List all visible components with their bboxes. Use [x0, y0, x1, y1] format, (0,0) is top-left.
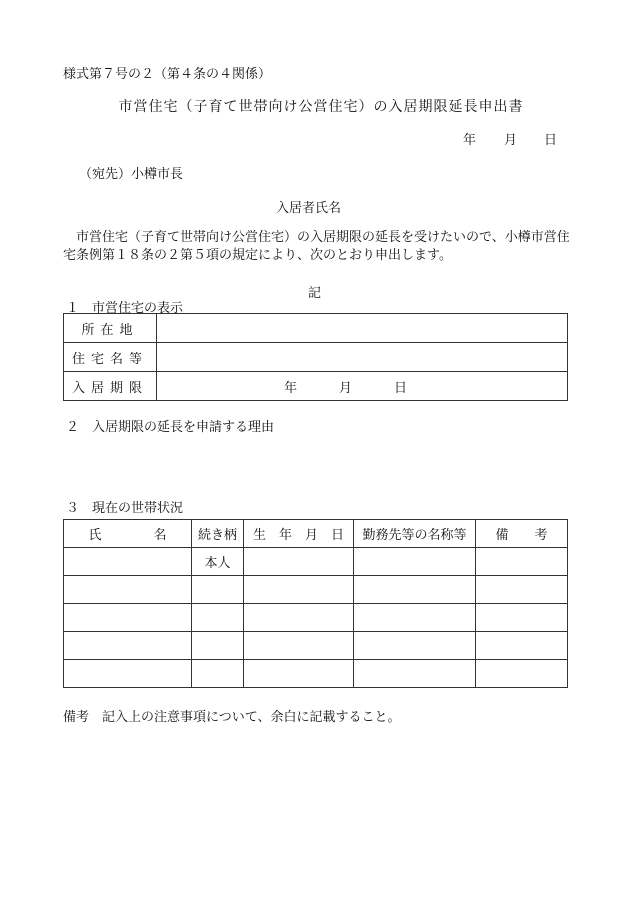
relation-cell[interactable] — [192, 660, 244, 688]
relation-cell: 本人 — [192, 548, 244, 576]
name-cell[interactable] — [64, 576, 192, 604]
birthdate-cell[interactable] — [244, 604, 354, 632]
form-number: 様式第７号の２（第４条の４関係） — [63, 67, 272, 82]
name-cell[interactable] — [64, 548, 192, 576]
birthdate-cell[interactable] — [244, 660, 354, 688]
table-header-row — [64, 520, 568, 548]
name-cell[interactable] — [64, 632, 192, 660]
date-month-label: 月 — [504, 133, 518, 148]
period-year-label: 年 — [284, 380, 298, 396]
column-header-workplace: 勤務先等の名称等 — [354, 520, 476, 548]
remarks-cell[interactable] — [476, 660, 568, 688]
section2-heading: ２ 入居期限の延長を申請する理由 — [66, 420, 275, 435]
birthdate-cell[interactable] — [244, 632, 354, 660]
workplace-cell[interactable] — [354, 660, 476, 688]
birthdate-cell[interactable] — [244, 548, 354, 576]
column-header-name: 氏 名 — [64, 520, 192, 548]
table-row — [64, 576, 568, 604]
footer-note: 備考 記入上の注意事項について、余白に記載すること。 — [63, 710, 401, 725]
housing-info-table — [63, 313, 568, 401]
section1-heading: １ 市営住宅の表示 — [66, 301, 184, 316]
workplace-cell[interactable] — [354, 604, 476, 632]
workplace-cell[interactable] — [354, 548, 476, 576]
housing-name-field[interactable] — [157, 343, 568, 372]
column-header-relation: 続き柄 — [192, 520, 244, 548]
workplace-cell[interactable] — [354, 576, 476, 604]
date-day-label: 日 — [544, 133, 558, 148]
submission-date — [463, 129, 557, 148]
ki-marker: 記 — [308, 286, 322, 301]
date-year-label: 年 — [463, 133, 477, 148]
table-row — [64, 604, 568, 632]
applicant-name-label: 入居者氏名 — [276, 201, 342, 216]
table-row — [64, 372, 568, 401]
relation-cell[interactable] — [192, 604, 244, 632]
remarks-cell[interactable] — [476, 604, 568, 632]
period-month-label: 月 — [339, 380, 353, 396]
section3-heading: ３ 現在の世帯状況 — [66, 501, 184, 516]
relation-cell[interactable] — [192, 576, 244, 604]
request-statement: 市営住宅（子育て世帯向け公営住宅）の入居期限の延長を受けたいので、小樽市営住宅条例第１８条の２第５項の規定により、次のとおり申出します。 — [63, 230, 570, 263]
relation-cell[interactable] — [192, 632, 244, 660]
remarks-cell[interactable] — [476, 576, 568, 604]
document-title: 市営住宅（子育て世帯向け公営住宅）の入居期限延長申出書 — [118, 99, 524, 115]
move-in-period-field[interactable] — [157, 372, 568, 401]
table-row — [64, 343, 568, 372]
column-header-remarks: 備 考 — [476, 520, 568, 548]
name-cell[interactable] — [64, 660, 192, 688]
birthdate-cell[interactable] — [244, 576, 354, 604]
addressee: （宛先）小樽市長 — [79, 167, 184, 182]
workplace-cell[interactable] — [354, 632, 476, 660]
table-row — [64, 660, 568, 688]
location-label: 所在地 — [64, 314, 157, 343]
move-in-period-label: 入居期限 — [64, 372, 157, 401]
housing-name-label: 住宅名等 — [64, 343, 157, 372]
table-row — [64, 548, 568, 576]
period-day-label: 日 — [394, 380, 408, 396]
remarks-cell[interactable] — [476, 632, 568, 660]
column-header-birthdate: 生 年 月 日 — [244, 520, 354, 548]
location-field[interactable] — [157, 314, 568, 343]
remarks-cell[interactable] — [476, 548, 568, 576]
household-table — [63, 519, 568, 688]
table-row — [64, 632, 568, 660]
table-row — [64, 314, 568, 343]
name-cell[interactable] — [64, 604, 192, 632]
